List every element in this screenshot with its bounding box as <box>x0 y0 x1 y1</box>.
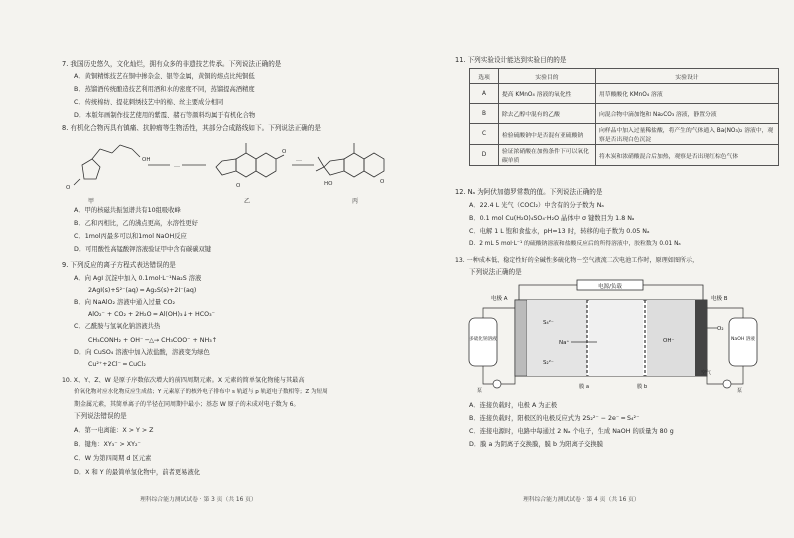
membrane-b-label: 膜 b <box>637 384 648 390</box>
svg-text:O: O <box>282 149 287 155</box>
q12-option-d: D．2 mL 5 mol·L⁻¹ 的硫酸钠溶液和盐酸反应后的所得溶液中，胶粒数为 0.01 Nₐ <box>469 241 681 247</box>
q9-stem: 9. 下列反应的离子方程式表达错误的是 <box>62 261 176 269</box>
svg-text:OH: OH <box>142 157 151 163</box>
o2-label: O₂ <box>717 326 724 332</box>
q9-option-c-equation: CH₃CONH₂ + OH⁻ ─△→ CH₃COO⁻ + NH₃↑ <box>88 337 217 344</box>
q8-synthesis-diagram <box>60 135 390 205</box>
left-tank-label: 多硫化钠溶液 <box>469 337 497 342</box>
q8-option-c: C．1mol丙最多可以和1mol NaOH反应 <box>74 233 187 240</box>
electrode-b-label: 电极 B <box>711 296 728 302</box>
svg-text:HO: HO <box>324 181 333 187</box>
label-yi: 乙 <box>244 198 251 205</box>
svg-text:O: O <box>380 179 385 185</box>
q13-option-a: A．连接负载时，电极 A 为正极 <box>469 402 558 409</box>
q8-option-b: B．乙和丙相比，乙的沸点更高，水溶性更好 <box>74 220 198 227</box>
q10-line4: 下列说法错误的是 <box>74 412 127 420</box>
s4-label: S₄²⁻ <box>543 320 554 326</box>
q9-option-d-equation: Cu²⁺+2Cl⁻ ═ CuCl₂ <box>88 361 146 368</box>
table-cell: 向混合物中滴加饱和 Na₂CO₃ 溶液，静置分液 <box>596 104 779 124</box>
q13-line2: 下列说法正确的是 <box>469 268 522 276</box>
q13-option-b: B．连接负载时，阳极区的电极反应式为 2S₂²⁻ − 2e⁻ ═ S₄²⁻ <box>469 415 640 422</box>
q10-line1: 10. X、Y、Z、W 是原子序数依次增大的前四周期元素。X 元素的简单氢化物能与其最高 <box>62 377 305 384</box>
table-cell: A <box>470 84 499 104</box>
table-cell: 验证浓硝酸在加热条件下可以氧化碳单质 <box>499 145 596 166</box>
q9-option-a-equation: 2AgI(s)+S²⁻(aq) ═ Ag₂S(s)+2I⁻(aq) <box>88 287 197 294</box>
right-pump-label: 泵 <box>737 388 743 394</box>
table-row <box>470 84 779 104</box>
right-page <box>397 0 794 538</box>
q13-option-d: D．膜 a 为阴离子交换膜，膜 b 为阳离子交换膜 <box>469 441 604 448</box>
table-cell: 向样品中加入过量稀盐酸，将产生的气体通入 Ba(NO₃)₂ 溶液中，观察是否出现白色沉淀 <box>596 124 779 145</box>
q7-option-b: B．蒸馏酒传统酿造技艺利用酒和水的密度不同，蒸馏提高酒精度 <box>74 86 255 93</box>
q12-option-a: A．22.4 L 光气（COCl₂）中含有的分子数为 Nₐ <box>469 202 604 209</box>
power-label: 电源/负载 <box>598 284 622 290</box>
q13-battery-diagram <box>467 278 767 396</box>
right-tank-label: NaOH 溶液 <box>731 337 755 342</box>
table-cell: 用草酸酸化 KMnO₄ 溶液 <box>596 84 779 104</box>
svg-text:…: … <box>296 156 302 163</box>
svg-text:…: … <box>174 162 180 169</box>
right-footer: 理科综合能力测试试卷 · 第 4 页（共 16 页） <box>523 497 640 503</box>
table-cell: D <box>470 145 499 166</box>
air-label: 空气 <box>701 370 712 376</box>
q10-option-d: D．X 和 Y 的最简单氢化物中，前者更易液化 <box>74 469 201 476</box>
table-cell: 将木炭和浓硝酸混合后加热，观察是否出现红棕色气体 <box>596 145 779 166</box>
q9-option-d: D．向 CuSO₄ 溶液中加入浓盐酸，溶液变为绿色 <box>74 349 210 356</box>
q10-option-b: B．键角：XY₃⁻ > XY₂⁻ <box>74 441 141 448</box>
q7-option-d: D．本版年画制作技艺使用的紫霞、赭石等颜料均属于有机化合物 <box>74 112 256 119</box>
q9-option-b-equation: AlO₂⁻ + CO₂ + 2H₂O ═ Al(OH)₃↓+ HCO₃⁻ <box>88 311 215 318</box>
table-row <box>470 104 779 124</box>
q8-option-d: D．可用酸性高锰酸钾溶液验证甲中含有碳碳双键 <box>74 246 212 253</box>
table-header-cell: 实验目的 <box>499 69 596 84</box>
s2-label: S₂²⁻ <box>543 360 554 366</box>
q7-stem: 7. 我国历史悠久，文化灿烂，拥有众多的非遗技艺传承。下列说法正确的是 <box>62 60 282 68</box>
q9-option-c: C．乙酰胺与氢氧化钠溶液共热 <box>74 323 161 330</box>
q8-option-a: A．甲的核磁共振氢谱共有10组吸收峰 <box>74 207 181 214</box>
table-cell: 除去乙醇中混有的乙酸 <box>499 104 596 124</box>
left-tank <box>469 318 497 366</box>
oh-label: OH⁻ <box>663 338 675 344</box>
q10-option-a: A．第一电离能：X > Y > Z <box>74 427 154 434</box>
table-header-cell: 选项 <box>470 69 499 84</box>
left-footer: 理科综合能力测试试卷 · 第 3 页（共 16 页） <box>140 497 257 503</box>
svg-text:O: O <box>66 185 71 191</box>
table-cell: 提高 KMnO₄ 溶液的氧化性 <box>499 84 596 104</box>
q12-option-c: C．电解 1 L 饱和食盐水，pH=13 时，转移的电子数为 0.05 Nₐ <box>469 228 650 235</box>
q10-option-c: C．W 为第四周期 d 区元素 <box>74 455 152 462</box>
right-tank <box>729 318 757 366</box>
q10-line2: 价氧化物对应水化物反应生成盐；Y 元素原子的核外电子排布中 s 轨道与 p 轨道电子数相等；Z 为短周 <box>74 389 328 395</box>
table-cell: C <box>470 124 499 145</box>
q13-option-c: C．连接电源时，电路中每通过 2 Nₐ 个电子，生成 NaOH 的质量为 80 g <box>469 428 674 435</box>
label-bing: 丙 <box>352 198 359 205</box>
left-pump-label: 泵 <box>477 388 483 394</box>
q9-option-a: A．向 AgI 沉淀中加入 0.1mol·L⁻¹Na₂S 溶液 <box>74 275 202 282</box>
left-pump <box>493 380 501 388</box>
table-cell: 检验硫酸钠中是否混有亚硫酸钠 <box>499 124 596 145</box>
electrode-a-label: 电极 A <box>491 296 508 302</box>
electrode-b <box>695 300 707 376</box>
electrode-a <box>515 300 527 376</box>
table-cell: B <box>470 104 499 124</box>
label-jia: 甲 <box>88 198 95 205</box>
q12-option-b: B．0.1 mol Cu(H₂O)₄SO₄·H₂O 晶体中 σ 键数目为 1.8 Nₐ <box>469 215 635 222</box>
q13-line1: 13. 一种成本低、稳定性好的全碱性多硫化物－空气液流二次电池工作时，原理如图所示， <box>455 257 699 264</box>
table-row <box>470 124 779 145</box>
svg-text:O: O <box>236 183 241 189</box>
na-label: Na⁺ <box>559 340 570 346</box>
table-header-cell: 实验设计 <box>596 69 779 84</box>
table-row <box>470 145 779 166</box>
table-header-row <box>470 69 779 84</box>
membrane-a-label: 膜 a <box>579 384 590 390</box>
q12-stem: 12. Nₐ 为阿伏加德罗常数的值。下列说法正确的是 <box>455 188 603 196</box>
q10-line3: 期金属元素，其简单离子的半径在同周期中最小；基态 W 原子的未成对电子数为 6。 <box>74 401 300 408</box>
q8-stem: 8. 有机化合物丙具有镇痛、抗肿瘤等生物活性，其部分合成路线如下。下列说法正确的是 <box>62 124 321 132</box>
q7-option-c: C．传统棉纺、提花刺绣技艺中的棉、丝主要成分相同 <box>74 99 224 106</box>
right-pump <box>723 380 731 388</box>
q9-option-b: B．向 NaAlO₂ 溶液中通入过量 CO₂ <box>74 299 175 306</box>
q11-stem: 11. 下列实验设计能达到实验目的的是 <box>455 56 567 64</box>
q7-option-a: A．黄铜精炼技艺在铜中掺杂金、银等金属，黄铜的熔点比纯铜低 <box>74 73 255 80</box>
q11-table <box>469 68 779 166</box>
